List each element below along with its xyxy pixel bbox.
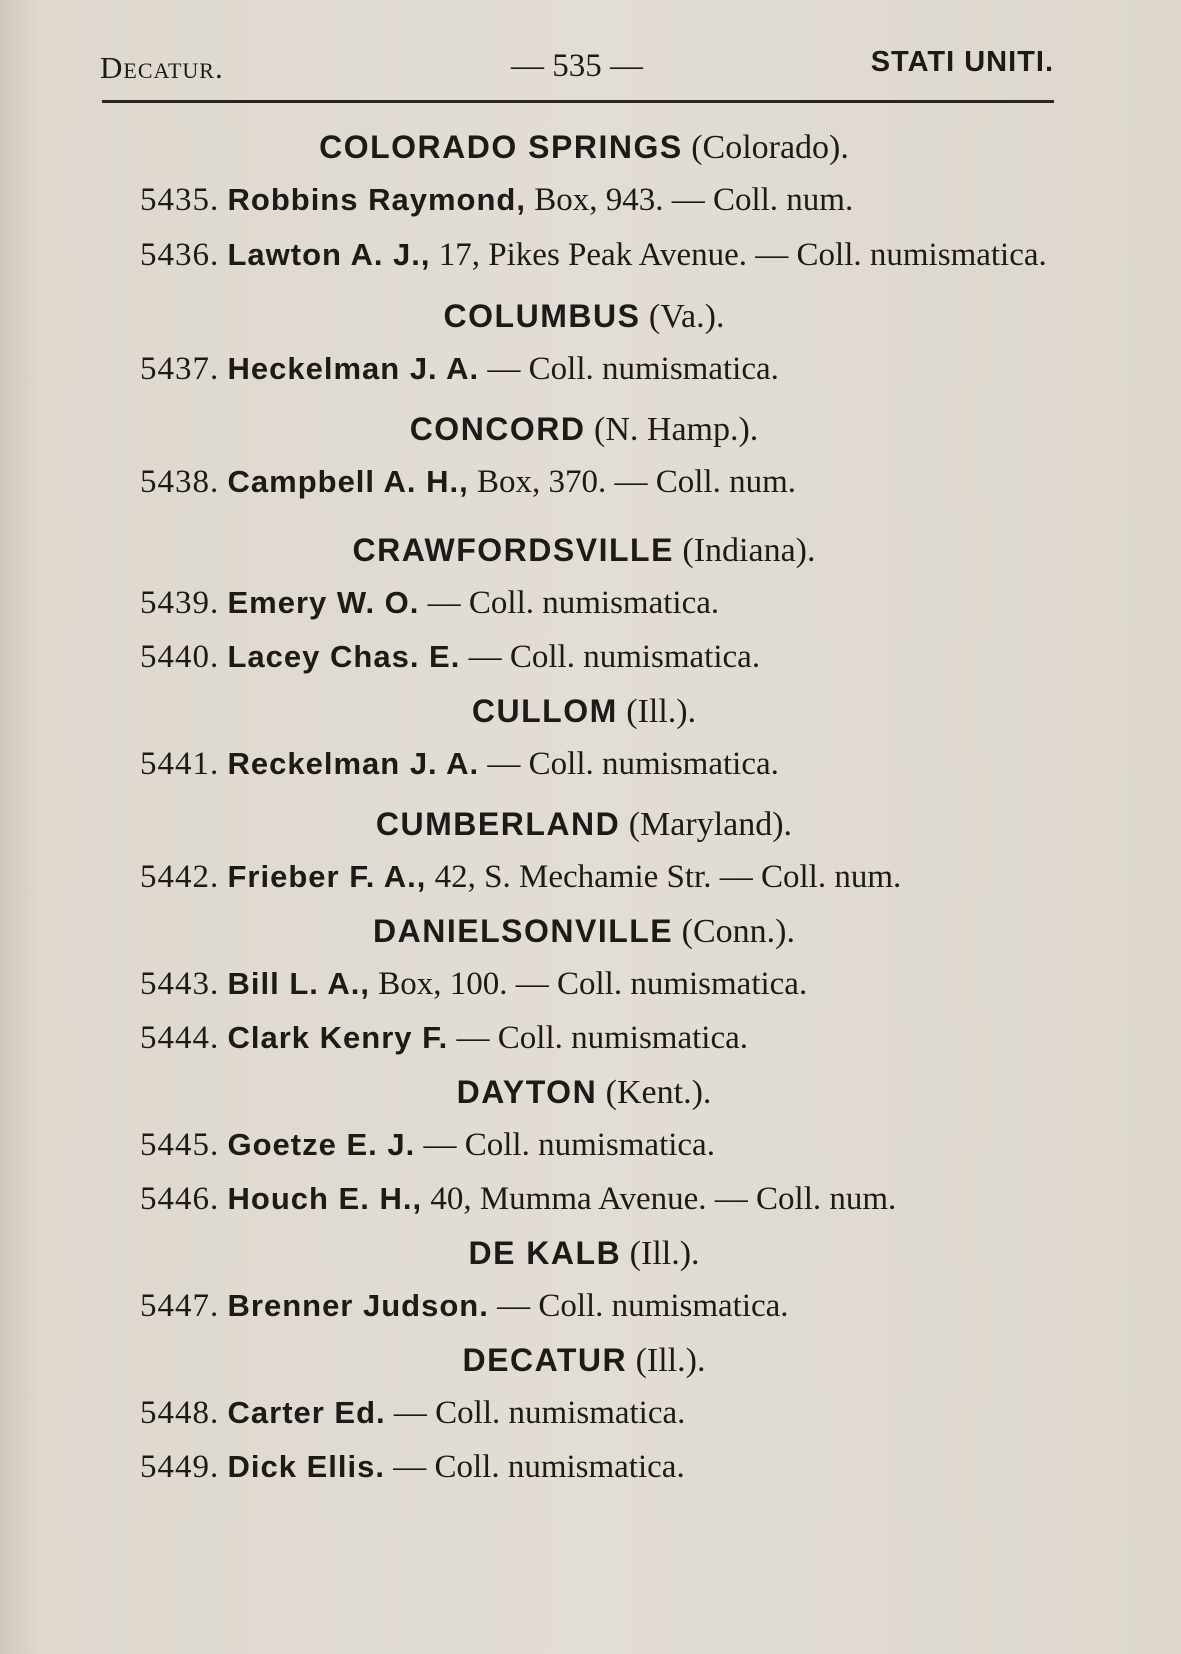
header-right-title: STATI UNITI. — [870, 46, 1054, 78]
entry-number: 5439. — [140, 585, 220, 621]
city-region: (Indiana). — [682, 532, 816, 569]
city-name: CRAWFORDSVILLE — [352, 532, 674, 568]
entry-name: Frieber F. A., — [227, 859, 427, 894]
list-item — [100, 1391, 1056, 1435]
entry-details: 42, S. Mechamie Str. — Coll. num. — [434, 859, 902, 895]
city-heading — [100, 909, 1056, 954]
list-item — [100, 635, 1056, 679]
entry-number: 5442. — [140, 859, 220, 895]
entry-details: — Coll. numismatica. — [393, 1449, 685, 1485]
city-heading — [100, 294, 1056, 339]
city-name: CULLOM — [471, 693, 618, 729]
entry-name: Goetze E. J. — [227, 1127, 416, 1162]
city-region: (Va.). — [648, 298, 725, 335]
list-item — [100, 962, 1056, 1006]
entry-name: Brenner Judson. — [227, 1288, 489, 1323]
entry-name: Reckelman J. A. — [227, 746, 480, 781]
city-heading — [100, 528, 1056, 573]
city-heading — [100, 1231, 1056, 1276]
city-heading — [100, 689, 1056, 734]
city-heading — [100, 125, 1056, 170]
entry-name: Carter Ed. — [227, 1395, 386, 1430]
list-item — [100, 1177, 1056, 1221]
entry-details: — Coll. numismatica. — [468, 639, 761, 675]
city-region: (Conn.). — [681, 913, 795, 950]
entry-name: Lacey Chas. E. — [227, 639, 461, 674]
entry-number: 5443. — [140, 966, 220, 1002]
city-region: (Ill.). — [626, 693, 697, 730]
entry-number: 5449. — [140, 1449, 220, 1485]
city-region: (Ill.). — [635, 1342, 706, 1379]
entry-name: Lawton A. J., — [227, 237, 431, 272]
entry-details: 17, Pikes Peak Avenue. — Coll. numismatica. — [438, 237, 1047, 273]
list-item — [100, 1123, 1056, 1167]
city-name: COLORADO SPRINGS — [319, 129, 683, 165]
list-item — [100, 1445, 1056, 1489]
entry-details: — Coll. numismatica. — [456, 1020, 748, 1056]
city-region: (Ill.). — [629, 1235, 700, 1272]
city-region: (Kent.). — [605, 1074, 712, 1111]
entry-number: 5447. — [140, 1288, 220, 1324]
list-item — [100, 742, 1056, 786]
city-name: CONCORD — [409, 411, 586, 447]
entry-name: Heckelman J. A. — [227, 351, 480, 386]
entry-details: Box, 943. — Coll. num. — [534, 182, 854, 218]
entry-number: 5445. — [140, 1127, 220, 1163]
list-item — [100, 1016, 1056, 1060]
city-region: (Maryland). — [628, 806, 793, 843]
list-item — [100, 581, 1056, 625]
entry-name: Campbell A. H., — [227, 464, 469, 499]
city-name: DECATUR — [462, 1342, 628, 1378]
entry-name: Bill L. A., — [227, 966, 370, 1001]
entry-number: 5437. — [140, 351, 220, 387]
header-left-catchword: Decatur. — [100, 50, 224, 85]
city-name: CUMBERLAND — [375, 806, 621, 842]
list-item — [100, 178, 1056, 222]
list-item — [100, 347, 1056, 391]
city-heading — [100, 1070, 1056, 1115]
list-item — [100, 232, 1056, 278]
entry-number: 5438. — [140, 464, 220, 500]
entry-details: — Coll. numismatica. — [393, 1395, 686, 1431]
city-heading — [100, 1338, 1056, 1383]
entry-number: 5444. — [140, 1020, 220, 1056]
running-header — [100, 42, 1054, 86]
entry-number: 5446. — [140, 1181, 220, 1217]
entry-details: Box, 100. — Coll. numismatica. — [378, 966, 808, 1002]
city-name: DE KALB — [468, 1235, 622, 1271]
list-item — [100, 855, 1056, 899]
city-heading — [100, 407, 1056, 452]
entry-name: Clark Kenry F. — [227, 1020, 449, 1055]
city-name: DAYTON — [456, 1074, 598, 1110]
city-name: COLUMBUS — [443, 298, 641, 334]
entry-details: — Coll. numismatica. — [487, 746, 779, 782]
list-item — [100, 1284, 1056, 1328]
entry-number: 5441. — [140, 746, 220, 782]
header-rule — [102, 100, 1054, 103]
list-item — [100, 460, 1056, 504]
entry-details: — Coll. numismatica. — [427, 585, 720, 621]
city-region: (Colorado). — [691, 129, 849, 166]
entry-name: Dick Ellis. — [227, 1449, 385, 1484]
city-region: (N. Hamp.). — [594, 411, 759, 448]
page-number: — 535 — — [511, 48, 643, 84]
directory-listing — [100, 125, 1056, 1499]
entry-name: Houch E. H., — [227, 1181, 423, 1216]
entry-name: Emery W. O. — [227, 585, 420, 620]
entry-details: — Coll. numismatica. — [487, 351, 779, 387]
city-heading — [100, 802, 1056, 847]
entry-details: — Coll. numismatica. — [497, 1288, 789, 1324]
entry-number: 5435. — [140, 182, 220, 218]
entry-details: 40, Mumma Avenue. — Coll. num. — [430, 1181, 897, 1217]
city-name: DANIELSONVILLE — [373, 913, 674, 949]
entry-number: 5436. — [140, 237, 220, 273]
entry-name: Robbins Raymond, — [227, 182, 526, 217]
entry-number: 5448. — [140, 1395, 220, 1431]
entry-details: — Coll. numismatica. — [423, 1127, 715, 1163]
entry-details: Box, 370. — Coll. num. — [476, 464, 796, 500]
entry-number: 5440. — [140, 639, 220, 675]
